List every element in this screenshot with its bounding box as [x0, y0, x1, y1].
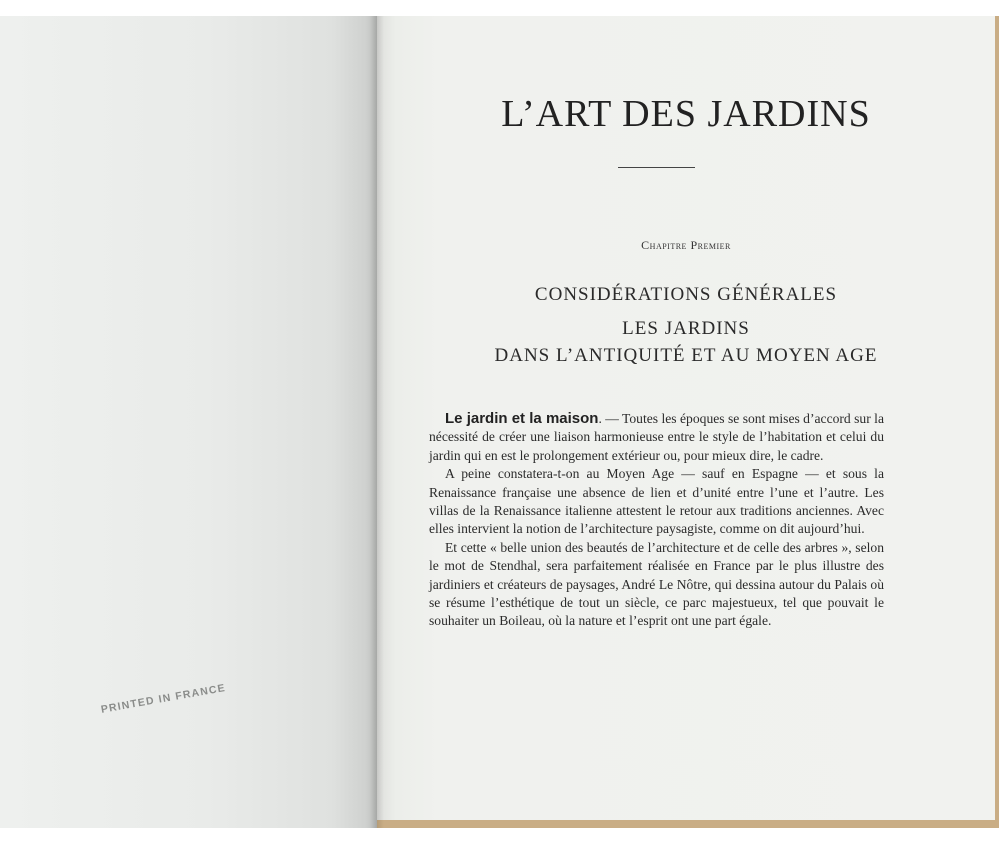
right-page	[377, 16, 995, 820]
paragraph-1	[429, 410, 884, 465]
title-rule	[618, 167, 695, 168]
chapter-label: Chapitre Premier	[641, 238, 731, 252]
left-page	[0, 16, 377, 828]
section-heading: CONSIDÉRATIONS GÉNÉRALES	[534, 284, 838, 305]
run-in-heading: Le jardin et la maison	[445, 410, 599, 427]
paragraph-2: A peine constatera-t-on au Moyen Age — sauf en Espagne — et sous la Renaissance française une absence de lien et d’unité entre l’une et l’autre. Les villas de la Renaissance italienne attestent le retour aux traditions anciennes. Avec elles intervient la notion de l’architecture paysagiste, comme on dit aujourd’hui.	[429, 466, 884, 537]
subheading-line-1: LES JARDINS	[622, 318, 750, 339]
body-text	[429, 410, 884, 631]
paragraph-3: Et cette « belle union des beautés de l’architecture et de celle des arbres », selon le mot de Stendhal, sera parfaitement réalisée en France par le plus illustre des jardiniers et créateurs de paysages, André Le Nôtre, qui dessina autour du Palais où se résume l’esthétique de tout un siècle, ce parc majestueux, tel que pouvait le souhaiter un Boileau, où la nature et l’esprit ont une part égale.	[429, 539, 884, 629]
printed-in-france-imprint: PRINTED IN FRANCE	[100, 682, 227, 716]
subheading-line-2: DANS L’ANTIQUITÉ ET AU MOYEN AGE	[494, 345, 878, 366]
book-title: L’ART DES JARDINS	[501, 93, 871, 135]
book-gutter	[370, 16, 384, 828]
open-book	[0, 16, 999, 828]
paragraph-1-text: . — Toutes les époques se sont mises d’accord sur la nécessité de créer une liaison harmonieuse entre le style de l’habitation et celui du jardin qui en est le prolongement extérieur ou, pour mieux dire, le cadre.	[429, 411, 884, 463]
